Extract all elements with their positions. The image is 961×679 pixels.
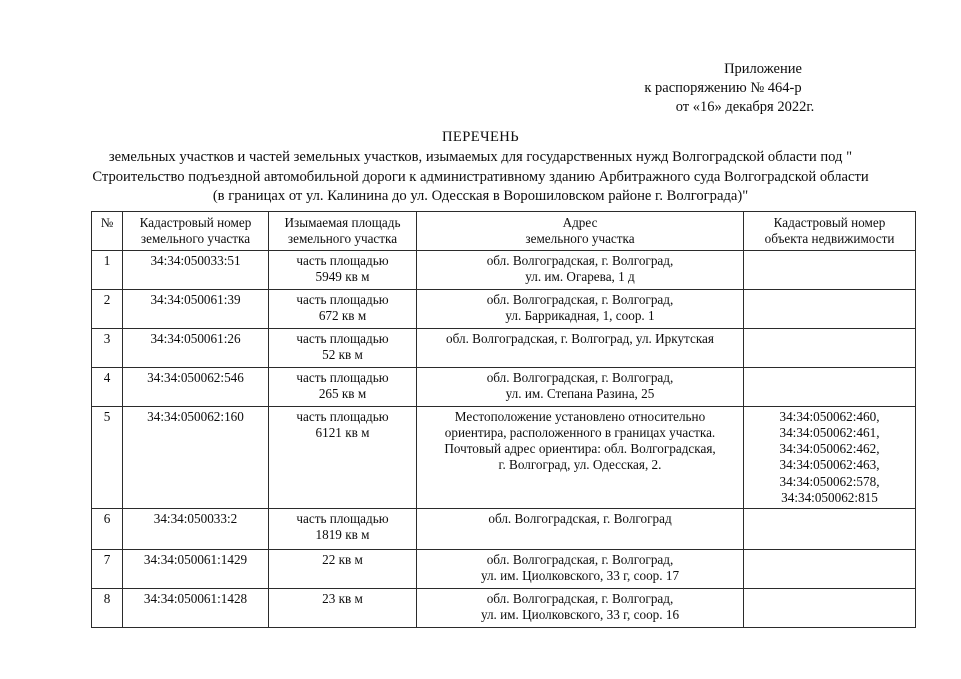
cell-address: [417, 588, 744, 627]
cell-cadastral-parcel: 34:34:050062:546: [123, 368, 269, 407]
column-header-address-line2: земельного участка: [525, 231, 635, 247]
cell-address-line2: ул. им. Циолковского, 33 г, соор. 17: [480, 567, 680, 583]
cell-area: [269, 290, 417, 329]
cell-address: [417, 251, 744, 290]
cell-area-line2: 265 кв м: [318, 386, 367, 402]
cell-address-line2: ориентира, расположенного в границах участка.: [444, 425, 716, 441]
table-row: [92, 508, 916, 549]
cell-address-line1: обл. Волгоградская, г. Волгоград,: [486, 551, 674, 567]
cadastral-object-item: 34:34:050062:462,: [779, 441, 880, 457]
cell-address-line1: обл. Волгоградская, г. Волгоград,: [486, 253, 674, 269]
table-row: [92, 368, 916, 407]
cadastral-object-item: 34:34:050062:460,: [779, 409, 880, 425]
header-appendix-label: Приложение: [724, 61, 802, 77]
cell-number: 6: [92, 508, 123, 549]
cell-area: [269, 549, 417, 588]
perechen-table: [91, 211, 916, 628]
cell-address-line3: Почтовый адрес ориентира: обл. Волгоградская,: [444, 441, 716, 457]
cell-cadastral-object: [744, 549, 916, 588]
cell-address-line4: г. Волгоград, ул. Одесская, 2.: [498, 457, 662, 473]
cell-number: 3: [92, 329, 123, 368]
column-header-area: [269, 212, 417, 251]
column-header-number-line1: №: [100, 215, 114, 230]
column-header-cadastral-parcel-line1: Кадастровый номер: [139, 215, 252, 230]
cadastral-object-item: 34:34:050062:463,: [779, 457, 880, 473]
header-order-date: от «16» декабря 2022г.: [675, 98, 815, 115]
cell-area: [269, 251, 417, 290]
column-header-cadastral-object-line2: объекта недвижимости: [764, 231, 895, 247]
table-row: [92, 290, 916, 329]
cell-address: [417, 407, 744, 509]
title-subline-1: земельных участков и частей земельных участков, изымаемых для государственных нужд Волгоградской области под ": [108, 149, 853, 166]
cell-area: [269, 508, 417, 549]
cell-area-line2: 5949 кв м: [315, 269, 370, 285]
table-row: [92, 407, 916, 509]
column-header-area-line1: Изымаемая площадь: [284, 215, 401, 230]
column-header-cadastral-object-line1: Кадастровый номер: [773, 215, 886, 230]
cadastral-object-item: 34:34:050062:461,: [779, 425, 880, 441]
table-header: [92, 212, 916, 251]
cell-cadastral-parcel: 34:34:050033:51: [123, 251, 269, 290]
cell-cadastral-object: [744, 329, 916, 368]
cell-address-line2: ул. Баррикадная, 1, соор. 1: [505, 308, 655, 324]
page-title: ПЕРЕЧЕНЬ: [441, 129, 519, 145]
cell-address-line2: ул. им. Степана Разина, 25: [505, 386, 655, 402]
cadastral-object-item: 34:34:050062:578,: [779, 473, 880, 489]
table-header-row: [92, 212, 916, 251]
cell-cadastral-object: [744, 251, 916, 290]
column-header-cadastral-parcel: [123, 212, 269, 251]
cell-cadastral-parcel: 34:34:050061:1428: [123, 588, 269, 627]
cell-cadastral-parcel: 34:34:050062:160: [123, 407, 269, 509]
cadastral-object-item: 34:34:050062:815: [781, 489, 878, 505]
cell-cadastral-parcel: 34:34:050061:39: [123, 290, 269, 329]
cell-cadastral-parcel: 34:34:050061:1429: [123, 549, 269, 588]
cell-area-line1: часть площадью: [296, 510, 389, 526]
cell-cadastral-parcel: 34:34:050033:2: [123, 508, 269, 549]
column-header-address-line1: Адрес: [562, 215, 598, 230]
cell-address-line2: ул. им. Циолковского, 33 г, соор. 16: [480, 606, 680, 622]
column-header-address: [417, 212, 744, 251]
cell-number: 2: [92, 290, 123, 329]
table-row: [92, 329, 916, 368]
cell-address-line1: обл. Волгоградская, г. Волгоград,: [486, 370, 674, 386]
document-header-block: [513, 60, 933, 117]
cell-area-line2: 672 кв м: [318, 308, 367, 324]
cell-number: 1: [92, 251, 123, 290]
cell-area: [269, 368, 417, 407]
title-subline-2: Строительство подъездной автомобильной дороги к административному зданию Арбитражного суда Волгоградской области: [92, 168, 869, 185]
table-row: [92, 588, 916, 627]
cell-cadastral-object: [744, 588, 916, 627]
header-order-reference: к распоряжению № 464-р: [644, 79, 802, 96]
cell-address: [417, 549, 744, 588]
cell-address: [417, 508, 744, 549]
cell-area-line1: часть площадью: [296, 331, 389, 347]
table-row: [92, 251, 916, 290]
table-body: [92, 251, 916, 628]
cell-address: [417, 368, 744, 407]
cell-number: 5: [92, 407, 123, 509]
column-header-cadastral-object: [744, 212, 916, 251]
column-header-cadastral-parcel-line2: земельного участка: [140, 231, 251, 247]
cell-address: [417, 329, 744, 368]
cell-address: [417, 290, 744, 329]
document-title-block: [0, 128, 961, 206]
column-header-number: [92, 212, 123, 251]
cell-area-line1: часть площадью: [296, 292, 389, 308]
cell-cadastral-object: [744, 368, 916, 407]
column-header-area-line2: земельного участка: [287, 231, 398, 247]
cell-area-line1: часть площадью: [296, 409, 389, 425]
cell-cadastral-object: [744, 407, 916, 509]
cell-number: 7: [92, 549, 123, 588]
cell-area-line1: 22 кв м: [322, 551, 363, 567]
cell-address-line1: обл. Волгоградская, г. Волгоград, ул. Иркутская: [446, 331, 714, 347]
cell-cadastral-parcel: 34:34:050061:26: [123, 329, 269, 368]
cell-area-line2: 1819 кв м: [315, 526, 370, 542]
cell-address-line1: обл. Волгоградская, г. Волгоград,: [486, 292, 674, 308]
cell-area-line1: часть площадью: [296, 253, 389, 269]
cell-number: 8: [92, 588, 123, 627]
cell-cadastral-object: [744, 290, 916, 329]
cell-cadastral-object: [744, 508, 916, 549]
cell-address-line2: ул. им. Огарева, 1 д: [525, 269, 635, 285]
cell-address-line1: обл. Волгоградская, г. Волгоград,: [486, 590, 674, 606]
perechen-table-wrapper: [91, 211, 915, 628]
cell-area-line1: часть площадью: [296, 370, 389, 386]
cell-address-line1: обл. Волгоградская, г. Волгоград: [488, 510, 672, 526]
cell-area-line2: 6121 кв м: [315, 425, 370, 441]
table-row: [92, 549, 916, 588]
cell-area: [269, 329, 417, 368]
cell-number: 4: [92, 368, 123, 407]
cell-area-line1: 23 кв м: [322, 590, 363, 606]
cell-address-line1: Местоположение установлено относительно: [454, 409, 706, 425]
cell-area: [269, 588, 417, 627]
cell-area: [269, 407, 417, 509]
cell-area-line2: 52 кв м: [322, 347, 363, 363]
title-subline-3: (в границах от ул. Калинина до ул. Одесская в Ворошиловском районе г. Волгограда)": [212, 187, 749, 204]
